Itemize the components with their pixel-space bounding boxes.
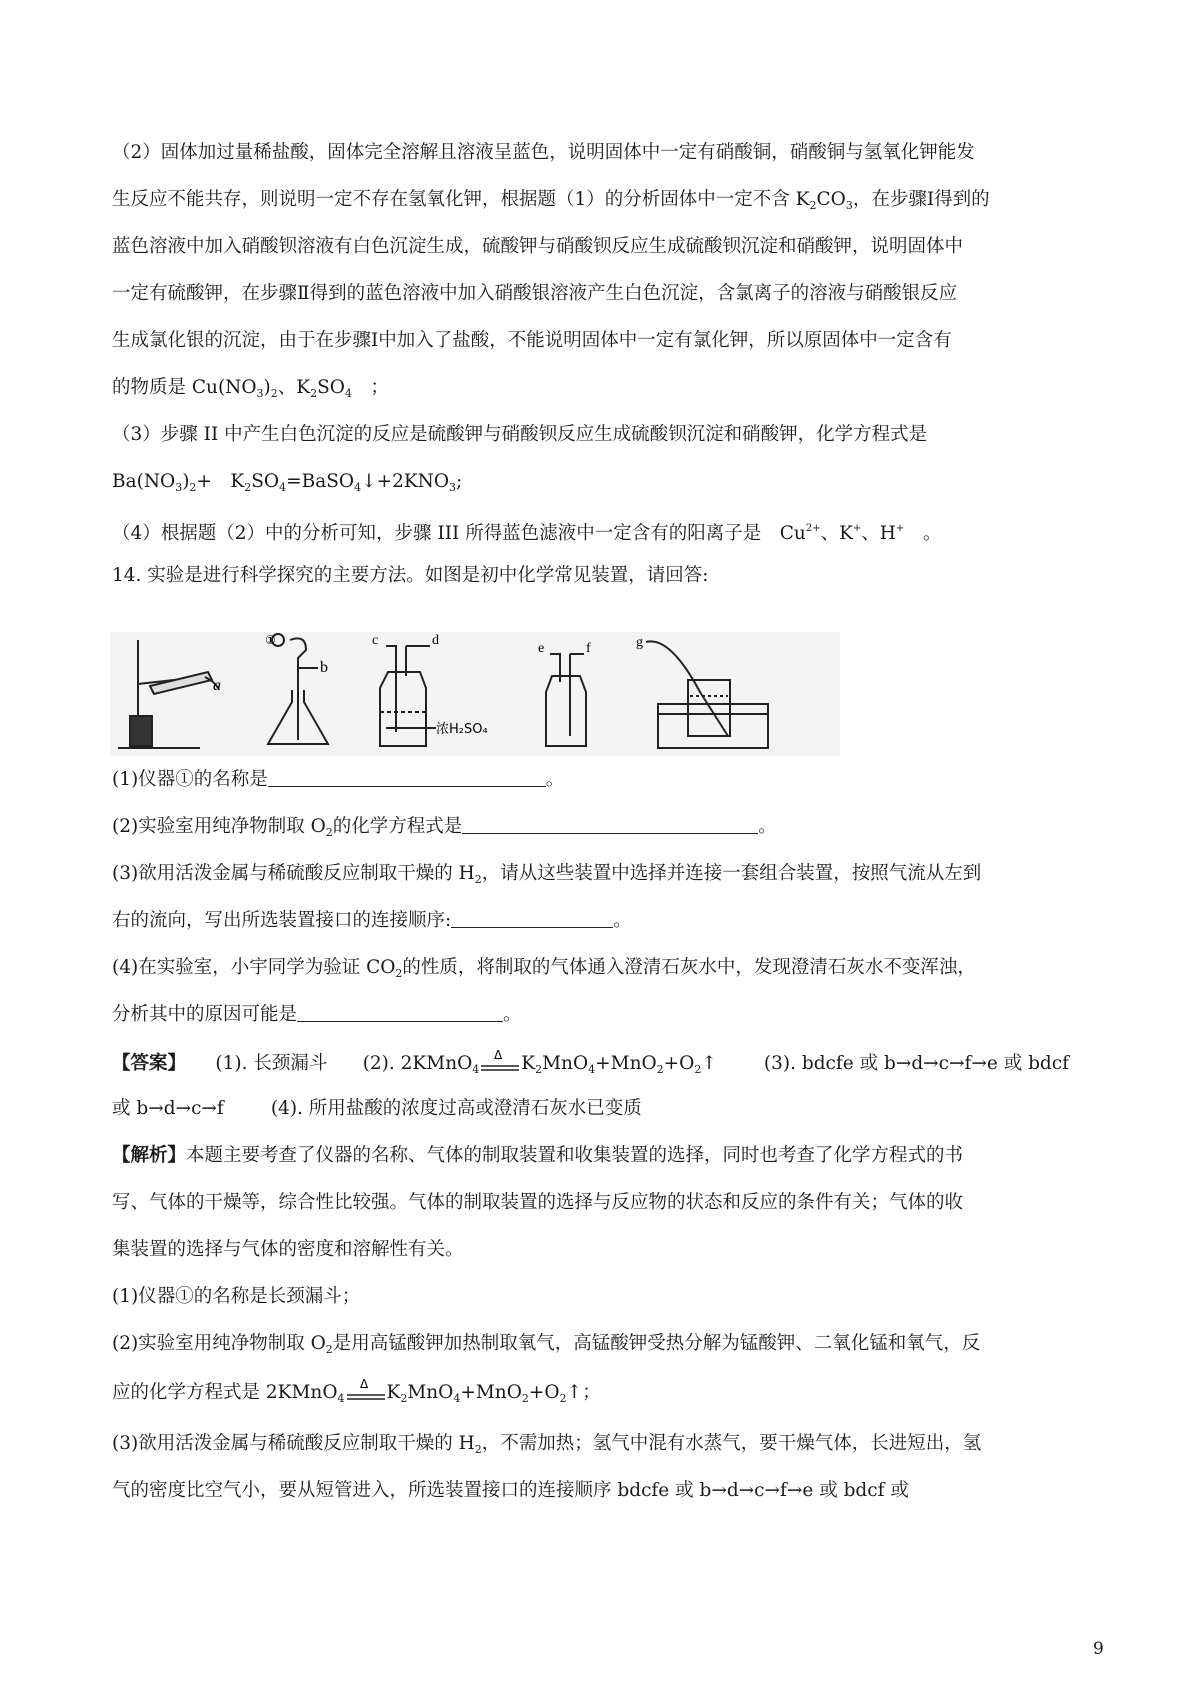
answer-blank-4[interactable]: [297, 1003, 503, 1022]
answer-blank-2[interactable]: [462, 815, 758, 834]
heat-condition-symbol-2: [345, 1378, 387, 1404]
q14-part4-line2: 分析其中的原因可能是 。: [112, 1004, 522, 1025]
p3-line2: $Ba(NO_3)_2+$ $K_2SO_4=BaSO_4↓+2KNO_3$;: [112, 471, 463, 494]
p2-line1: （2）固体加过量稀盐酸，固体完全溶解且溶液呈蓝色，说明固体中一定有硝酸铜，硝酸铜与氢氧化钾能发: [112, 142, 975, 163]
q14-part2: (2)实验室用纯净物制取 $O_2$的化学方程式是 。: [112, 816, 777, 839]
answer-line1: 【答案】 (1). 长颈漏斗 (2). 2KMnO$_4$ Δ $K_2MnO_4+MnO_2+O_2↑$ (3). bdcfe 或 b→d→c→f→e 或 bdcf: [112, 1049, 1069, 1076]
analysis-s3-line2: 气的密度比空气小，要从短管进入，所选装置接口的连接顺序 bdcfe 或 b→d→c→f→e 或 bdcf 或: [112, 1480, 909, 1501]
analysis-line3: 集装置的选择与气体的密度和溶解性有关。: [112, 1239, 464, 1260]
analysis-s3-line1: (3)欲用活泼金属与稀硫酸反应制取干燥的 $H_2$，不需加热；氢气中混有水蒸气，要干燥气体，长进短出，氢: [112, 1433, 982, 1456]
label-e: e: [538, 641, 545, 656]
answer-tag: 【答案】: [112, 1053, 187, 1074]
label-a: a: [213, 677, 221, 694]
analysis-s2-line2: 应的化学方程式是 2KMnO$_4$ Δ $K_2MnO_4+MnO_2+O_2↑$；: [112, 1378, 601, 1405]
label-h2so4: 浓H₂SO₄: [436, 722, 488, 737]
label-circle1: ①: [265, 633, 276, 647]
q14-part3-line1: (3)欲用活泼金属与稀硫酸反应制取干燥的 $H_2$，请从这些装置中选择并连接一套组合装置，按照气流从左到: [112, 863, 982, 886]
p2-line6: 的物质是 $Cu(NO_3)_2$、$K_2SO_4$ ；: [112, 377, 389, 400]
label-g: g: [636, 635, 643, 650]
svg-text:Δ: Δ: [359, 1378, 368, 1391]
answer-line2: 或 b→d→c→f (4). 所用盐酸的浓度过高或澄清石灰水已变质: [112, 1098, 642, 1119]
p3-line1: （3）步骤 II 中产生白色沉淀的反应是硫酸钾与硝酸钡反应生成硫酸钡沉淀和硝酸钾，化学方程式是: [112, 424, 928, 445]
p2-line2: 生反应不能共存，则说明一定不存在氢氧化钾，根据题（1）的分析固体中一定不含 $K_2CO_3$，在步骤Ⅰ得到的: [112, 189, 990, 212]
apparatus-figure: [110, 632, 840, 756]
answer-blank-1[interactable]: [268, 768, 546, 787]
label-f: f: [586, 641, 591, 656]
analysis-tag: 【解析】: [112, 1145, 187, 1166]
analysis-s2-line1: (2)实验室用纯净物制取 $O_2$是用高锰酸钾加热制取氧气，高锰酸钾受热分解为锰酸钾、二氧化锰和氧气，反: [112, 1333, 981, 1356]
analysis-line2: 写、气体的干燥等，综合性比较强。气体的制取装置的选择与反应物的状态和反应的条件有关；气体的收: [112, 1192, 964, 1213]
answer-blank-3[interactable]: [451, 909, 613, 928]
q14-part3-line2: 右的流向，写出所选装置接口的连接顺序: 。: [112, 910, 632, 931]
page-number: 9: [1093, 1639, 1104, 1659]
label-b: b: [320, 659, 328, 676]
p2-line4: 一定有硫酸钾，在步骤Ⅱ得到的蓝色溶液中加入硝酸银溶液产生白色沉淀，含氯离子的溶液与硝酸银反应: [112, 283, 958, 304]
apparatus-diagram: [110, 632, 840, 756]
heat-condition-symbol: [479, 1049, 521, 1075]
svg-text:Δ: Δ: [494, 1049, 503, 1062]
analysis-s1: (1)仪器①的名称是长颈漏斗；: [112, 1286, 361, 1307]
p2-line3: 蓝色溶液中加入硝酸钡溶液有白色沉淀生成，硫酸钾与硝酸钡反应生成硫酸钡沉淀和硝酸钾，说明固体中: [112, 236, 964, 257]
label-c: c: [372, 633, 379, 648]
q14-part1: (1)仪器①的名称是 。: [112, 769, 565, 790]
q14-part4-line1: (4)在实验室，小宇同学为验证 $CO_2$的性质，将制取的气体通入澄清石灰水中，发现澄清石灰水不变浑浊，: [112, 957, 976, 980]
p2-line5: 生成氯化银的沉淀，由于在步骤Ⅰ中加入了盐酸，不能说明固体中一定有氯化钾，所以原固体中一定含有: [112, 330, 952, 351]
analysis-line1: 【解析】本题主要考查了仪器的名称、气体的制取装置和收集装置的选择，同时也考查了化学方程式的书: [112, 1145, 964, 1166]
question-14-stem: 14. 实验是进行科学探究的主要方法。如图是初中化学常见装置，请回答:: [112, 565, 709, 586]
label-d: d: [432, 633, 439, 648]
p4-line1: （4）根据题（2）中的分析可知，步骤 III 所得蓝色滤液中一定含有的阳离子是 $Cu^{2+}$、K+、H+ 。: [112, 523, 942, 544]
